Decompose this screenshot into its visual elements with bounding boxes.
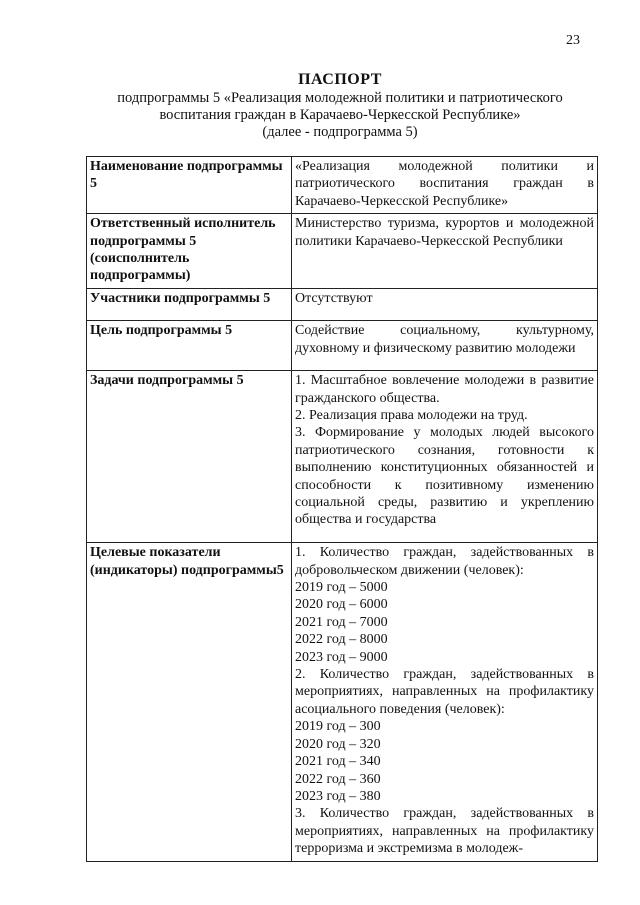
- row-value: [292, 321, 598, 371]
- row-label: Участники подпрограммы 5: [87, 289, 292, 321]
- value-line: 2020 год – 6000: [295, 597, 388, 613]
- row-label: Задачи подпрограммы 5: [87, 371, 292, 543]
- row-value: [292, 289, 598, 321]
- value-line: 2019 год – 300: [295, 719, 381, 735]
- value-line: 2021 год – 7000: [295, 614, 388, 630]
- table-row: [87, 289, 598, 321]
- passport-table: [86, 156, 598, 862]
- value-line: 1. Количество граждан, задействованных в добровольческом движении (человек):: [295, 545, 594, 578]
- value-line: 2022 год – 360: [295, 771, 381, 787]
- value-line: 2022 год – 8000: [295, 632, 388, 648]
- row-value: [292, 157, 598, 214]
- page-number: 23: [566, 33, 580, 48]
- document-header: [60, 70, 620, 141]
- row-label: Ответственный исполнитель подпрограммы 5 (соисполнитель подпрограммы): [87, 214, 292, 289]
- table-row: [87, 214, 598, 289]
- row-value: [292, 214, 598, 289]
- value-line: Содействие социальному, культурному, духовному и физическому развитию молодежи: [295, 323, 594, 356]
- value-line: Отсутствуют: [295, 291, 373, 307]
- subtitle-line: подпрограммы 5 «Реализация молодежной политики и патриотического: [117, 90, 563, 106]
- row-label: Целевые показатели (индикаторы) подпрограммы5: [87, 543, 292, 861]
- table-row: [87, 371, 598, 543]
- value-line: 3. Количество граждан, задействованных в мероприятиях, направленных на профилактику терроризма и экстремизма в молодеж-: [295, 806, 594, 857]
- document-title: ПАСПОРТ: [298, 71, 382, 88]
- value-line: «Реализация молодежной политики и патриотического воспитания граждан в Карачаево-Черкесской Республике»: [295, 159, 594, 209]
- value-line: 1. Масштабное вовлечение молодежи в развитие гражданского общества.: [295, 373, 594, 406]
- value-line: 2. Количество граждан, задействованных в мероприятиях, направленных на профилактику асоциального поведения (человек):: [295, 667, 594, 717]
- table-row: [87, 543, 598, 861]
- table-row: [87, 321, 598, 371]
- subtitle-line: воспитания граждан в Карачаево-Черкесской Республике»: [159, 107, 521, 123]
- value-line: 2023 год – 380: [295, 788, 381, 804]
- value-line: 2019 год – 5000: [295, 580, 388, 596]
- row-label: Цель подпрограммы 5: [87, 321, 292, 371]
- subtitle-line: (далее - подпрограмма 5): [262, 124, 418, 140]
- row-value: [292, 371, 598, 543]
- value-line: 2021 год – 340: [295, 754, 381, 770]
- value-line: 2. Реализация права молодежи на труд.: [295, 408, 528, 424]
- value-line: 3. Формирование у молодых людей высокого патриотического сознания, готовности к выполнению конституционных обязанностей и способности к позитивному изменению социальной среды, развитию и укреплению общества и государства: [295, 425, 594, 528]
- table-row: [87, 157, 598, 214]
- value-line: 2023 год – 9000: [295, 649, 388, 665]
- row-label: Наименование подпрограммы 5: [87, 157, 292, 214]
- value-line: 2020 год – 320: [295, 736, 381, 752]
- value-line: Министерство туризма, курортов и молодежной политики Карачаево-Черкесской Республики: [295, 216, 594, 249]
- row-value: [292, 543, 598, 861]
